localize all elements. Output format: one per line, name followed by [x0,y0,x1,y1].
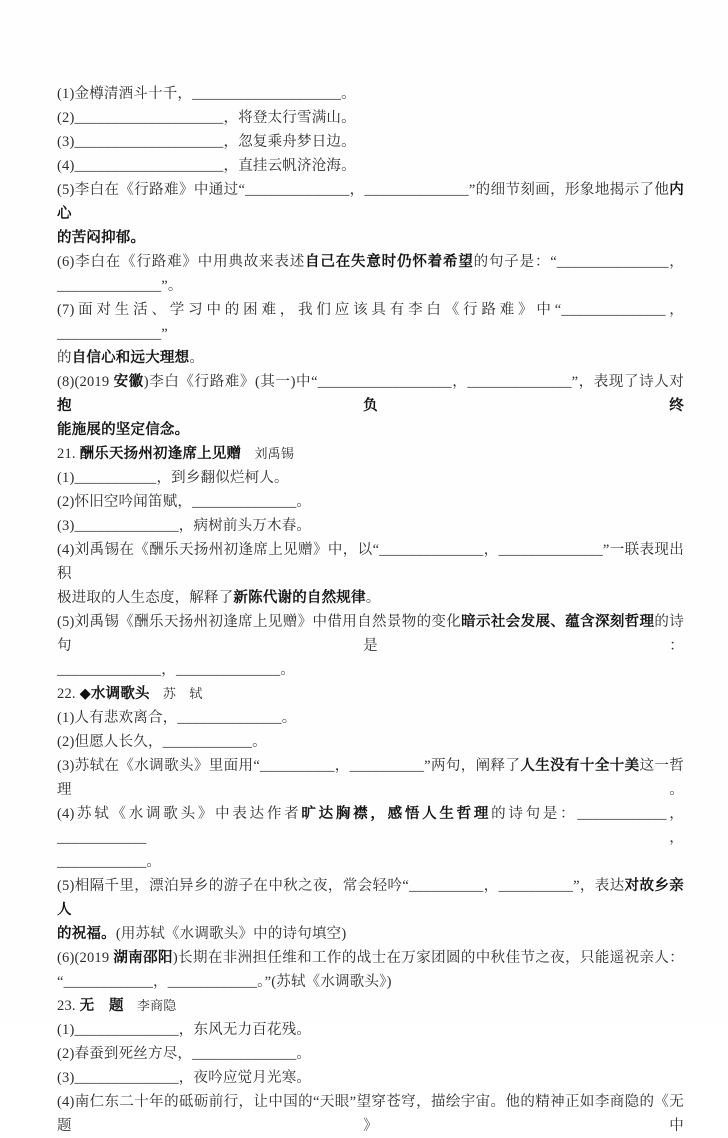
xinglunan-q6-line1 [57,250,684,274]
text-segment: (4)南仁东二十年的砥砺前行，让中国的“天眼”望穿苍穹，描绘宇宙。他的精神正如李商隐的《无题》中 [57,1094,684,1134]
text-segment: (8)(2019 [57,374,114,390]
bold-emphasis-text: 自己在失意时仍怀着希望 [305,254,474,270]
text-segment: 的 [57,350,72,366]
poem-title: 无 题 [79,998,124,1014]
bold-emphasis-text: 的祝福。 [57,926,116,942]
xinglunan-q4 [57,154,684,178]
text-segment: 21. [57,446,80,462]
chouletian-q5-line2 [57,658,684,682]
chouletian-q3 [57,514,684,538]
poem-author: 李商隐 [123,998,177,1013]
xinglunan-q8-line2 [57,418,684,442]
text-segment: (1)______________，东风无力百花残。 [57,1022,312,1038]
text-segment: ______________，______________。 [57,662,295,678]
text-segment: 23. [57,998,80,1014]
xinglunan-q6-line2 [57,274,684,298]
chouletian-q2 [57,490,684,514]
xinglunan-q5-line1 [57,178,684,226]
text-segment: (3)______________，病树前头万木春。 [57,518,312,534]
chouletian-q4-line1 [57,538,684,586]
text-segment: “____________，____________。”(苏轼《水调歌头》) [57,974,392,990]
xinglunan-q1 [57,82,684,106]
xinglunan-q8-line1 [57,370,684,418]
xinglunan-q3 [57,130,684,154]
text-segment: 的诗句是： [57,614,684,654]
text-segment: (1)___________，到乡翻似烂柯人。 [57,470,289,486]
shuidiaogetou-q1 [57,706,684,730]
xinglunan-q7-line2 [57,346,684,370]
bold-emphasis-text: 的苦闷抑郁。 [57,230,146,246]
bold-emphasis-text: 旷达胸襟，感悟人生哲理 [301,806,492,822]
text-segment: (4)____________________，直挂云帆济沧海。 [57,158,356,174]
text-segment: (2)但愿人长久，____________。 [57,734,267,750]
shuidiaogetou-q6-line2 [57,970,684,994]
text-segment: 这一哲理。 [57,758,684,798]
chouletian-q5-line1 [57,610,684,658]
wuti-q3 [57,1066,684,1090]
text-segment: (1)金樽清酒斗十千，____________________。 [57,86,356,102]
section-21-heading [57,442,684,466]
bold-emphasis-text: 安徽 [113,374,144,390]
shuidiaogetou-q5-line1 [57,874,684,922]
shuidiaogetou-q6-line1 [57,946,684,970]
text-segment: (5)相隔千里，漂泊异乡的游子在中秋之夜，常会轻吟“__________，__________”，表达 [57,878,625,894]
text-segment: 22. [57,686,80,702]
text-segment: 极进取的人生态度，解释了 [57,590,234,606]
text-segment: ____________。 [57,854,162,870]
text-segment: 。 [189,350,205,366]
bold-emphasis-text: 湖南邵阳 [113,950,173,966]
section-22-heading [57,682,684,706]
chouletian-q1 [57,466,684,490]
text-segment: (用苏轼《水调歌头》中的诗句填空) [115,926,347,942]
text-segment: )长期在非洲担任维和工作的战士在万家团圆的中秋佳节之夜，只能遥祝亲人： [172,950,684,966]
bold-emphasis-text: 能施展的坚定信念。 [57,422,190,438]
text-segment: (2)怀旧空吟闻笛赋，______________。 [57,494,312,510]
shuidiaogetou-q4-line2 [57,850,684,874]
text-segment: (4)刘禹锡在《酬乐天扬州初逢席上见赠》中，以“______________，______________”一联表现出积 [57,542,684,582]
text-segment: 的诗句是：____________，____________， [57,806,684,846]
bold-emphasis-text: 新陈代谢的自然规律 [233,590,366,606]
diamond-icon: ◆ [79,686,91,702]
text-segment: 的句子是：“_______________， [473,254,685,270]
bold-emphasis-text: 自信心和远大理想 [71,350,190,366]
section-23-heading [57,994,684,1018]
wuti-q4 [57,1090,684,1138]
bold-emphasis-text: 对故乡亲人 [57,878,684,918]
chouletian-q4-line2 [57,586,684,610]
poem-title: 酬乐天扬州初逢席上见赠 [79,446,242,462]
text-segment: (3)____________________，忽复乘舟梦日边。 [57,134,356,150]
text-segment: )李白《行路难》(其一)中“__________________，______________”，表现了诗人对 [143,374,685,390]
poem-author: 苏 轼 [149,686,203,701]
document-body [57,82,684,1138]
xinglunan-q7-line1 [57,298,684,346]
wuti-q2 [57,1042,684,1066]
poem-author: 刘禹锡 [241,446,295,461]
text-segment: (4)苏轼《水调歌头》中表达作者 [57,806,302,822]
text-segment: (2)春蚕到死丝方尽，______________。 [57,1046,312,1062]
poem-title: 水调歌头 [90,686,150,702]
shuidiaogetou-q5-line2 [57,922,684,946]
text-segment: ______________”。 [57,278,183,294]
xinglunan-q5-line2 [57,226,684,250]
text-segment: (5)刘禹锡《酬乐天扬州初逢席上见赠》中借用自然景物的变化 [57,614,462,630]
text-segment: (1)人有悲欢离合，______________。 [57,710,297,726]
text-segment: 。 [365,590,381,606]
wuti-q1 [57,1018,684,1042]
bold-emphasis-text: 内心 [57,182,684,222]
shuidiaogetou-q3 [57,754,684,802]
bold-emphasis-text: 抱负终 [57,398,684,414]
xinglunan-q2 [57,106,684,130]
text-segment: (6)李白在《行路难》中用典故来表述 [57,254,306,270]
text-segment: (5)李白在《行路难》中通过“______________，______________”的细节刻画，形象地揭示了他 [57,182,670,198]
text-segment: (3)______________，夜吟应觉月光寒。 [57,1070,312,1086]
text-segment: (7)面对生活、学习中的困难，我们应该具有李白《行路难》中“______________，______________” [57,302,684,342]
bold-emphasis-text: 人生没有十全十美 [520,758,640,774]
text-segment: (6)(2019 [57,950,114,966]
text-segment: (2)____________________，将登太行雪满山。 [57,110,356,126]
bold-emphasis-text: 暗示社会发展、蕴含深刻哲理 [461,614,655,630]
text-segment: (3)苏轼在《水调歌头》里面用“__________，__________”两句，阐释了 [57,758,521,774]
shuidiaogetou-q4-line1 [57,802,684,850]
shuidiaogetou-q2 [57,730,684,754]
